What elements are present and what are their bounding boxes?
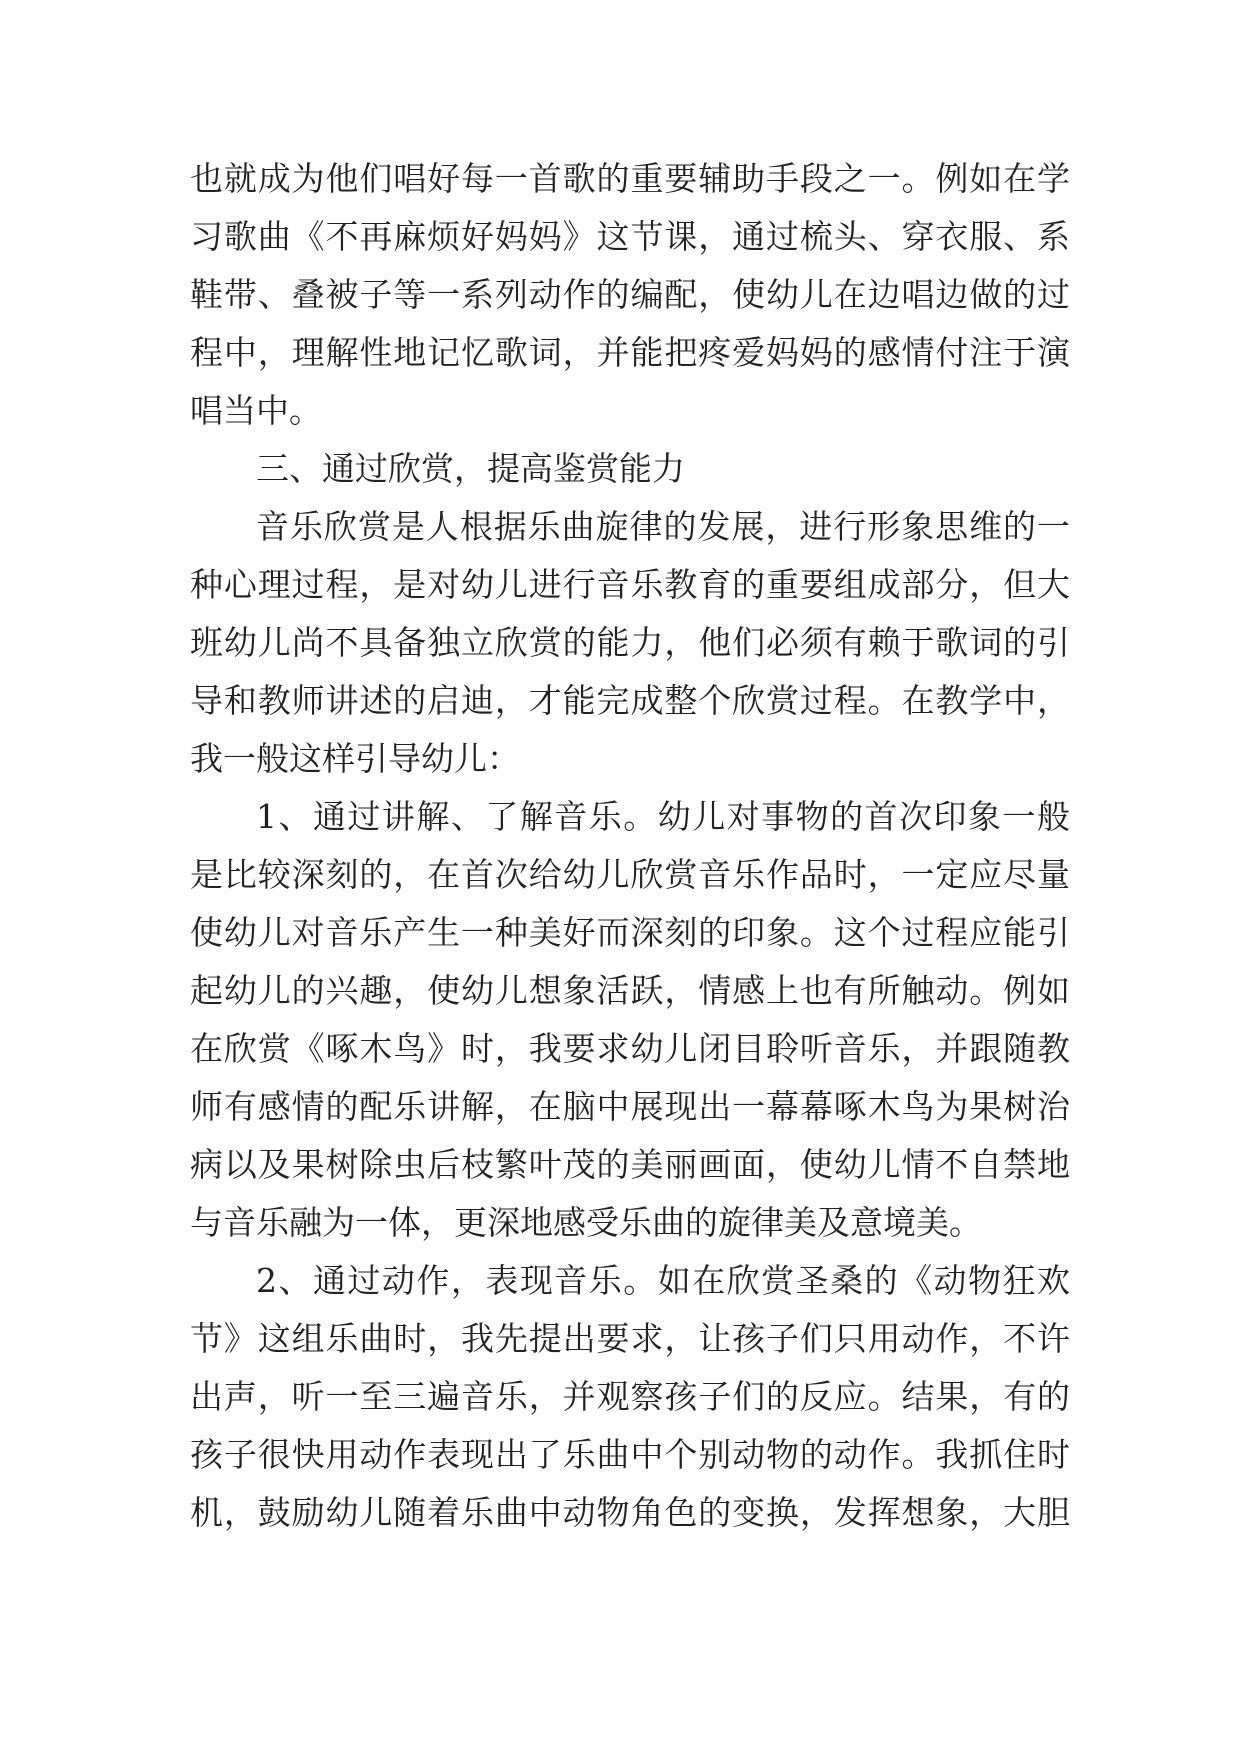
text-line: 机，鼓励幼儿随着乐曲中动物角色的变换，发挥想象，大胆 <box>190 1493 1070 1532</box>
text-line: 是比较深刻的，在首次给幼儿欣赏音乐作品时，一定应尽量 <box>190 855 1070 894</box>
body-text <box>190 150 1070 1542</box>
text-line: 师有感情的配乐讲解，在脑中展现出一幕幕啄木鸟为果树治 <box>190 1087 1070 1126</box>
text-line: 孩子很快用动作表现出了乐曲中个别动物的动作。我抓住时 <box>190 1435 1070 1474</box>
text-line: 1、通过讲解、了解音乐。幼儿对事物的首次印象一般 <box>256 797 1070 836</box>
text-line: 班幼儿尚不具备独立欣赏的能力，他们必须有赖于歌词的引 <box>190 623 1070 662</box>
text-line: 与音乐融为一体，更深地感受乐曲的旋律美及意境美。 <box>190 1203 982 1242</box>
text-line: 鞋带、叠被子等一系列动作的编配，使幼儿在边唱边做的过 <box>190 275 1070 314</box>
text-line: 唱当中。 <box>190 391 322 430</box>
section-heading: 三、通过欣赏，提高鉴赏能力 <box>256 449 685 488</box>
text-line: 种心理过程，是对幼儿进行音乐教育的重要组成部分，但大 <box>190 565 1070 604</box>
text-line: 在欣赏《啄木鸟》时，我要求幼儿闭目聆听音乐，并跟随教 <box>190 1029 1070 1068</box>
text-line: 2、通过动作，表现音乐。如在欣赏圣桑的《动物狂欢 <box>256 1261 1070 1300</box>
text-line: 我一般这样引导幼儿： <box>190 739 520 778</box>
text-line: 出声，听一至三遍音乐，并观察孩子们的反应。结果，有的 <box>190 1377 1070 1416</box>
text-line: 起幼儿的兴趣，使幼儿想象活跃，情感上也有所触动。例如 <box>190 971 1070 1010</box>
text-line: 程中，理解性地记忆歌词，并能把疼爱妈妈的感情付注于演 <box>190 333 1070 372</box>
text-line: 使幼儿对音乐产生一种美好而深刻的印象。这个过程应能引 <box>190 913 1070 952</box>
text-line: 导和教师讲述的启迪，才能完成整个欣赏过程。在教学中， <box>190 681 1070 720</box>
text-line: 病以及果树除虫后枝繁叶茂的美丽画面，使幼儿情不自禁地 <box>190 1145 1070 1184</box>
text-line: 也就成为他们唱好每一首歌的重要辅助手段之一。例如在学 <box>190 159 1070 198</box>
text-line: 节》这组乐曲时，我先提出要求，让孩子们只用动作，不许 <box>190 1319 1070 1358</box>
text-line: 音乐欣赏是人根据乐曲旋律的发展，进行形象思维的一 <box>256 507 1070 546</box>
text-line: 习歌曲《不再麻烦好妈妈》这节课，通过梳头、穿衣服、系 <box>190 217 1070 256</box>
